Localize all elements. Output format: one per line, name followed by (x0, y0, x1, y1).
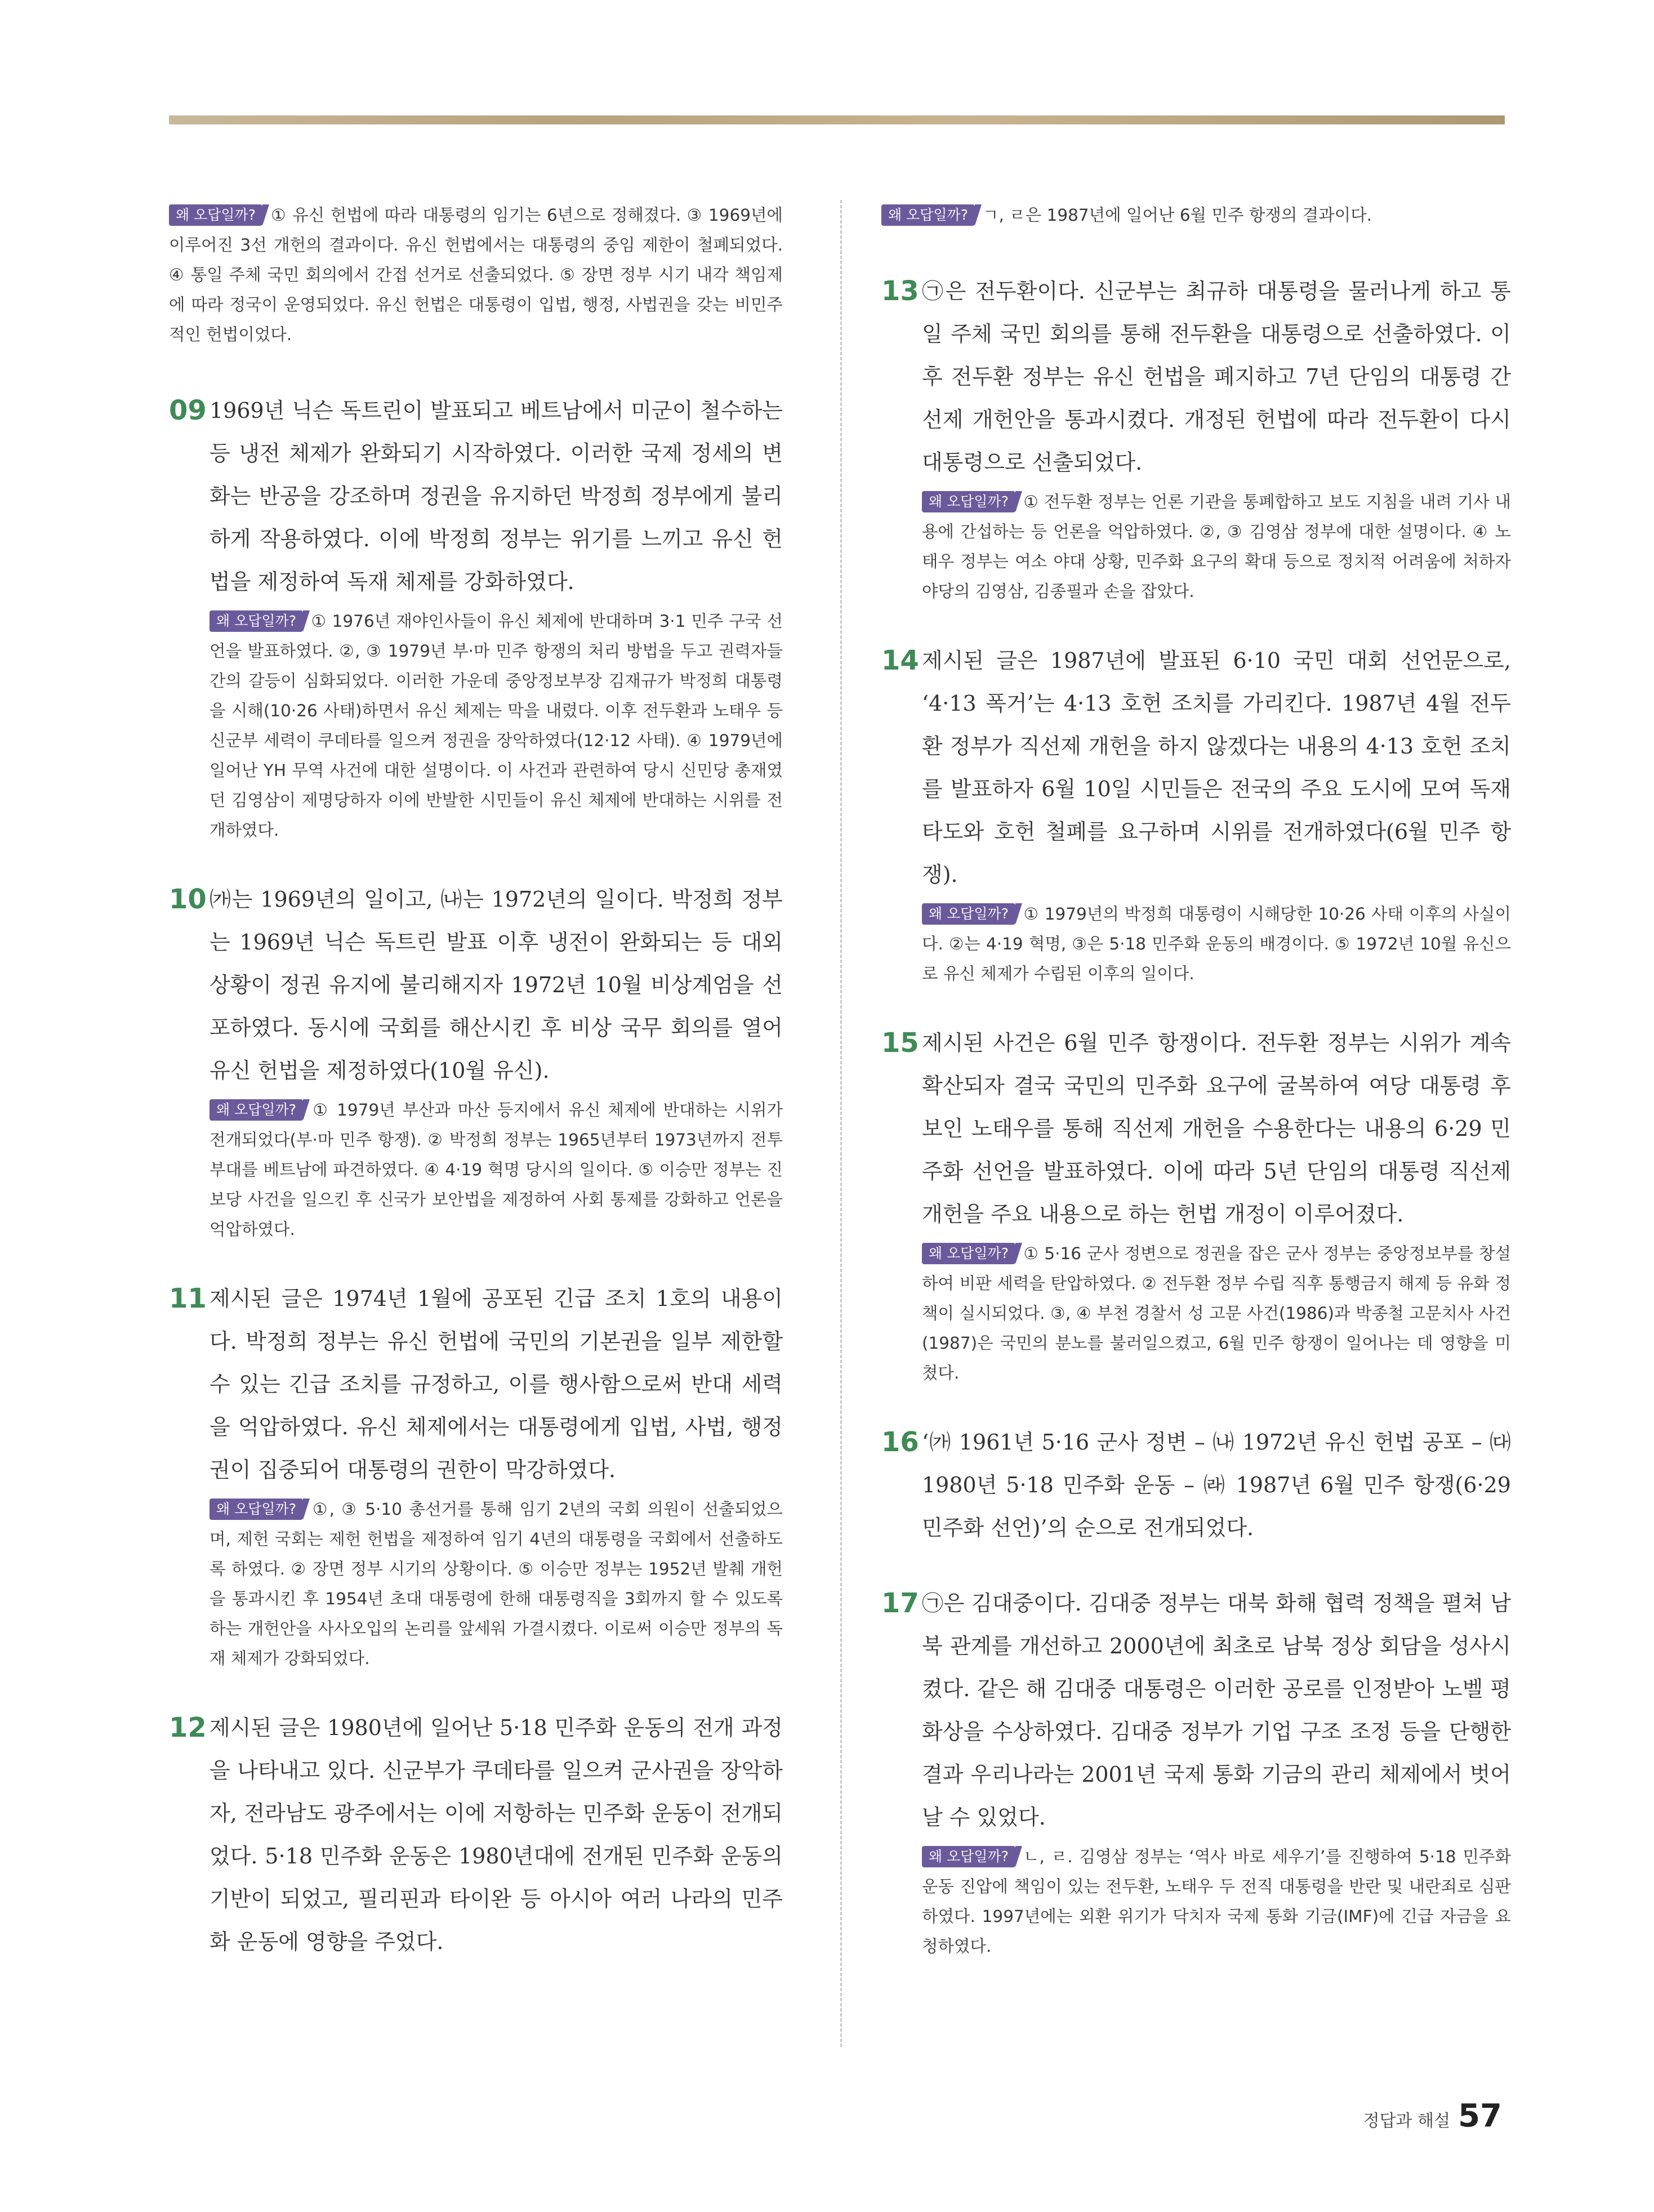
why-wrong-badge: 왜 오답일까? (922, 1846, 1015, 1867)
answer-explanation: ㉠은 김대중이다. 김대중 정부는 대북 화해 협력 정책을 펼쳐 남북 관계를 개선하고 2000년에 최초로 남북 정상 회담을 성사시켰다. 같은 해 김대중 대통령은 이러한 공로를 인정받아 노벨 평화상을 수상하였다. 김대중 정부가 기업 구조 조정 등을 단행한 결과 우리나라는 2001년 국제 통화 기금의 관리 체제에서 벗어날 수 있었다. (922, 1591, 1511, 1830)
answer-explanation: 1969년 닉슨 독트린이 발표되고 베트남에서 미군이 철수하는 등 냉전 체제가 완화되기 시작하였다. 이러한 국제 정세의 변화는 반공을 강조하며 정권을 유지하던 박정희 정부에게 불리하게 작용하였다. 이에 박정희 정부는 위기를 느끼고 유신 헌법을 제정하여 독재 체제를 강화하였다. (209, 398, 783, 594)
answer-item-09 (169, 389, 783, 845)
answer-item-15 (881, 1022, 1511, 1388)
why-wrong-note (209, 606, 783, 845)
why-wrong-text: ① 1979년 부산과 마산 등지에서 유신 체제에 반대하는 시위가 전개되었다(부·마 민주 항쟁). ② 박정희 정부는 1965년부터 1973년까지 전투 부대를 베트남에 파견하였다. ④ 4·19 혁명 당시의 일이다. ⑤ 이승만 정부는 진보당 사건을 일으킨 후 신국가 보안법을 제정하여 사회 통제를 강화하고 언론을 억압하였다. (209, 1100, 783, 1239)
item-number: 17 (881, 1587, 919, 1619)
answer-item-11 (169, 1277, 783, 1674)
answer-item-17 (881, 1582, 1511, 1961)
why-wrong-note (169, 200, 783, 350)
answer-block-continued (169, 200, 783, 350)
why-wrong-note (209, 1095, 783, 1245)
why-wrong-badge: 왜 오답일까? (922, 903, 1015, 925)
why-wrong-badge: 왜 오답일까? (169, 204, 262, 226)
page-number: 57 (1458, 2098, 1502, 2134)
left-column (169, 197, 783, 1996)
item-number: 09 (169, 395, 207, 426)
why-wrong-badge: 왜 오답일까? (881, 204, 975, 226)
why-wrong-note (922, 487, 1511, 606)
why-wrong-note (922, 1239, 1511, 1388)
item-number: 13 (881, 275, 919, 307)
answer-item-10 (169, 878, 783, 1245)
why-wrong-badge: 왜 오답일까? (209, 1099, 303, 1121)
why-wrong-badge: 왜 오답일까? (922, 1243, 1015, 1264)
answer-block-continued (881, 200, 1511, 230)
item-number: 12 (169, 1712, 207, 1743)
header-decorative-bar (169, 115, 1505, 124)
why-wrong-text: ㄴ, ㄹ. 김영삼 정부는 ‘역사 바로 세우기’를 진행하여 5·18 민주화 운동 진압에 책임이 있는 전두환, 노태우 두 전직 대통령을 반란 및 내란죄로 심판하였다. 1997년에는 외환 위기가 닥치자 국제 통화 기금(IMF)에 긴급 자금을 요청하였다. (922, 1847, 1511, 1956)
answer-item-13 (881, 270, 1511, 606)
why-wrong-text: ① 1979년의 박정희 대통령이 시해당한 10·26 사태 이후의 사실이다. ②는 4·19 혁명, ③은 5·18 민주화 운동의 배경이다. ⑤ 1972년 10월 유신으로 유신 체제가 수립된 이후의 일이다. (922, 904, 1511, 983)
answer-explanation: ㉠은 전두환이다. 신군부는 최규하 대통령을 물러나게 하고 통일 주체 국민 회의를 통해 전두환을 대통령으로 선출하였다. 이후 전두환 정부는 유신 헌법을 폐지하고 7년 단임의 대통령 간선제 개헌안을 통과시켰다. 개정된 헌법에 따라 전두환이 다시 대통령으로 선출되었다. (922, 279, 1511, 475)
right-column (881, 197, 1511, 1994)
answer-item-14 (881, 639, 1511, 989)
answer-item-16 (881, 1421, 1511, 1549)
why-wrong-text: ① 1976년 재야인사들이 유신 체제에 반대하며 3·1 민주 구국 선언을 발표하였다. ②, ③ 1979년 부·마 민주 항쟁의 처리 방법을 두고 권력자들 간의 갈등이 심화되었다. 이러한 가운데 중앙정보부장 김재규가 박정희 대통령을 시해(10·26 사태)하면서 유신 체제는 막을 내렸다. 이후 전두환과 노태우 등 신군부 세력이 쿠데타를 일으켜 정권을 장악하였다(12·12 사태). ④ 1979년에 일어난 YH 무역 사건에 대한 설명이다. 이 사건과 관련하여 당시 신민당 총재였던 김영삼이 제명당하자 이에 반발한 시민들이 유신 체제에 반대하는 시위를 전개하였다. (209, 612, 783, 840)
item-number: 14 (881, 645, 919, 676)
why-wrong-badge: 왜 오답일까? (209, 610, 303, 632)
why-wrong-text: ① 전두환 정부는 언론 기관을 통폐합하고 보도 지침을 내려 기사 내용에 간섭하는 등 언론을 억압하였다. ②, ③ 김영삼 정부에 대한 설명이다. ④ 노태우 정부는 여소 야대 상황, 민주화 요구의 확대 등으로 정치적 어려움에 처하자 야당의 김영삼, 김종필과 손을 잡았다. (922, 492, 1511, 601)
why-wrong-badge: 왜 오답일까? (209, 1499, 303, 1520)
why-wrong-badge: 왜 오답일까? (922, 491, 1015, 512)
page-footer (1363, 2098, 1502, 2134)
answer-explanation: ‘㈎ 1961년 5·16 군사 정변 – ㈏ 1972년 유신 헌법 공포 – ㈐ 1980년 5·18 민주화 운동 – ㈑ 1987년 6월 민주 항쟁(6·29 민주화 선언)’의 순으로 전개되었다. (922, 1430, 1511, 1540)
why-wrong-text: ① 5·16 군사 정변으로 정권을 잡은 군사 정부는 중앙정보부를 창설하여 비판 세력을 탄압하였다. ② 전두환 정부 수립 직후 통행금지 해제 등 유화 정책이 실시되었다. ③, ④ 부천 경찰서 성 고문 사건(1986)과 박종철 고문치사 사건(1987)은 국민의 분노를 불러일으켰고, 6월 민주 항쟁이 일어나는 데 영향을 미쳤다. (922, 1244, 1511, 1382)
item-number: 10 (169, 884, 207, 915)
why-wrong-text: ①, ③ 5·10 총선거를 통해 임기 2년의 국회 의원이 선출되었으며, 제헌 국회는 제헌 헌법을 제정하여 임기 4년의 대통령을 국회에서 선출하도록 하였다. ② 장면 정부 시기의 상황이다. ⑤ 이승만 정부는 1952년 발췌 개헌을 통과시킨 후 1954년 초대 대통령에 한해 대통령직을 3회까지 할 수 있도록 하는 개헌안을 사사오입의 논리를 앞세워 가결시켰다. 이로써 이승만 정부의 독재 체제가 강화되었다. (209, 1500, 783, 1668)
answer-explanation: ㈎는 1969년의 일이고, ㈏는 1972년의 일이다. 박정희 정부는 1969년 닉슨 독트린 발표 이후 냉전이 완화되는 등 대외 상황이 정권 유지에 불리해지자 1972년 10월 비상계엄을 선포하였다. 동시에 국회를 해산시킨 후 비상 국무 회의를 열어 유신 헌법을 제정하였다(10월 유신). (209, 887, 783, 1083)
item-number: 11 (169, 1283, 207, 1314)
item-number: 15 (881, 1027, 919, 1059)
why-wrong-note (881, 200, 1511, 230)
why-wrong-note (922, 899, 1511, 989)
column-divider (840, 200, 842, 2047)
answer-explanation: 제시된 글은 1980년에 일어난 5·18 민주화 운동의 전개 과정을 나타내고 있다. 신군부가 쿠데타를 일으켜 군사권을 장악하자, 전라남도 광주에서는 이에 저항하는 민주화 운동이 전개되었다. 5·18 민주화 운동은 1980년대에 전개된 민주화 운동의 기반이 되었고, 필리핀과 타이완 등 아시아 여러 나라의 민주화 운동에 영향을 주었다. (209, 1715, 783, 1954)
answer-explanation: 제시된 사건은 6월 민주 항쟁이다. 전두환 정부는 시위가 계속 확산되자 결국 국민의 민주화 요구에 굴복하여 여당 대통령 후보인 노태우를 통해 직선제 개헌을 수용한다는 내용의 6·29 민주화 선언을 발표하였다. 이에 따라 5년 단임의 대통령 직선제 개헌을 주요 내용으로 하는 헌법 개정이 이루어졌다. (922, 1031, 1511, 1227)
why-wrong-text: ㄱ, ㄹ은 1987년에 일어난 6월 민주 항쟁의 결과이다. (982, 206, 1372, 225)
why-wrong-note (922, 1842, 1511, 1961)
item-number: 16 (881, 1426, 919, 1458)
answer-explanation: 제시된 글은 1987년에 발표된 6·10 국민 대회 선언문으로, ‘4·13 폭거’는 4·13 호헌 조치를 가리킨다. 1987년 4월 전두환 정부가 직선제 개헌을 하지 않겠다는 내용의 4·13 호헌 조치를 발표하자 6월 10일 시민들은 전국의 주요 도시에 모여 독재 타도와 호헌 철폐를 요구하며 시위를 전개하였다(6월 민주 항쟁). (922, 648, 1511, 887)
why-wrong-note (209, 1495, 783, 1674)
answer-explanation: 제시된 글은 1974년 1월에 공포된 긴급 조치 1호의 내용이다. 박정희 정부는 유신 헌법에 국민의 기본권을 일부 제한할 수 있는 긴급 조치를 규정하고, 이를 행사함으로써 반대 세력을 억압하였다. 유신 체제에서는 대통령에게 입법, 사법, 행정권이 집중되어 대통령의 권한이 막강하였다. (209, 1286, 783, 1482)
footer-section-label: 정답과 해설 (1363, 2111, 1451, 2131)
why-wrong-text: ① 유신 헌법에 따라 대통령의 임기는 6년으로 정해졌다. ③ 1969년에 이루어진 3선 개헌의 결과이다. 유신 헌법에서는 대통령의 중임 제한이 철폐되었다. ④ 통일 주체 국민 회의에서 간접 선거로 선출되었다. ⑤ 장면 정부 시기 내각 책임제에 따라 정국이 운영되었다. 유신 헌법은 대통령이 입법, 행정, 사법권을 갖는 비민주적인 헌법이었다. (169, 206, 783, 344)
answer-item-12 (169, 1706, 783, 1963)
